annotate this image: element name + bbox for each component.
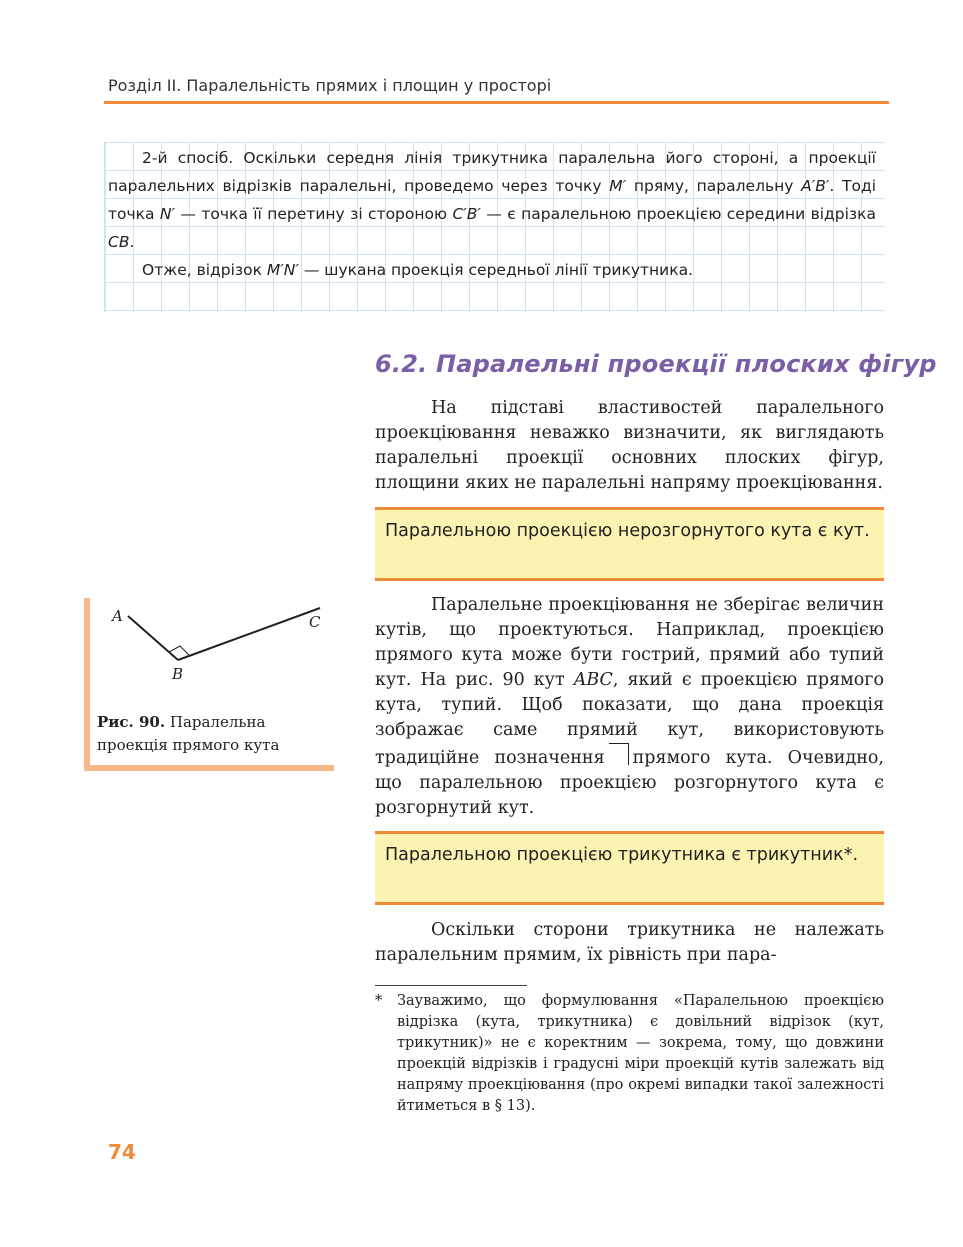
paragraph-triangle: Оскільки сторони трикутника не належать паралельним прямим, їх рівність при пара-	[375, 920, 884, 965]
notebook-paragraph-1: 2-й спосіб. Оскільки середня лінія трикутника паралельна його стороні, а проекції паралельних відрізків паралельні, проведемо через точку M′ пряму, паралельну A′B′. Тоді точка N′ — точка її перетину зі стороною C′B′ — є паралельною проекцією середини відрізка CB.	[108, 149, 877, 251]
running-head: Розділ ІІ. Паралельність прямих і площин у просторі	[108, 76, 552, 95]
notebook-paragraph-2: Отже, відрізок M′N′ — шукана проекція середньої лінії трикутника.	[142, 261, 694, 279]
section-heading	[375, 350, 937, 378]
footnote	[375, 991, 884, 1117]
label-c: C	[309, 613, 321, 631]
callout-angle-rule: Паралельною проекцією нерозгорнутого кута є кут.	[375, 507, 884, 581]
paragraph-angles: Паралельне проекціювання не зберігає величин кутів, що проектуються. Наприклад, проекцією прямого кута може бути гострий, прямий або тупий кут. На рис. 90 кут ABC, який є проекцією прямого кута, тупий. Щоб показати, що дана проекція зображає саме прямий кут, використовують традиційне позначення прямого кута. Очевидно, що паралельною проекцією розгорнутого кута є розгорнутий кут.	[375, 595, 884, 818]
header-rule	[104, 101, 889, 104]
section-title: Паралельні проекції плоских фігур	[436, 350, 937, 378]
footnote-text: Зауважимо, що формулювання «Паралельною проекцією відрізка (кута, трикутника) є довільний відрізок (кут, трикутник)» не є коректним — зокрема, тому, що довжини проекцій відрізків і градусні міри проекцій кутів залежать від напряму проекціювання (про окремі випадки такої залежності йтиметься в § 13).	[397, 993, 884, 1114]
footnote-rule	[375, 985, 527, 986]
right-angle-sign-icon	[609, 743, 629, 765]
figure-90-angle-diagram	[100, 600, 330, 690]
segment-ab	[128, 616, 178, 660]
label-b: B	[172, 665, 184, 683]
label-a: A	[112, 607, 123, 625]
paragraph-intro: На підставі властивостей паралельного проекціювання неважко визначити, як виглядають паралельні проекції основних плоских фігур, площини яких не паралельні напряму проекціювання.	[375, 398, 884, 493]
segment-bc	[178, 608, 320, 660]
footnote-mark: *	[375, 993, 383, 1009]
section-number: 6.2.	[375, 350, 428, 378]
notebook-solution-text	[108, 144, 876, 284]
page-number: 74	[108, 1140, 136, 1164]
callout-triangle-rule: Паралельною проекцією трикутника є трикутник*.	[375, 831, 884, 905]
figure-90-caption: Рис. 90. Паралельна проекція прямого кута	[97, 713, 280, 754]
